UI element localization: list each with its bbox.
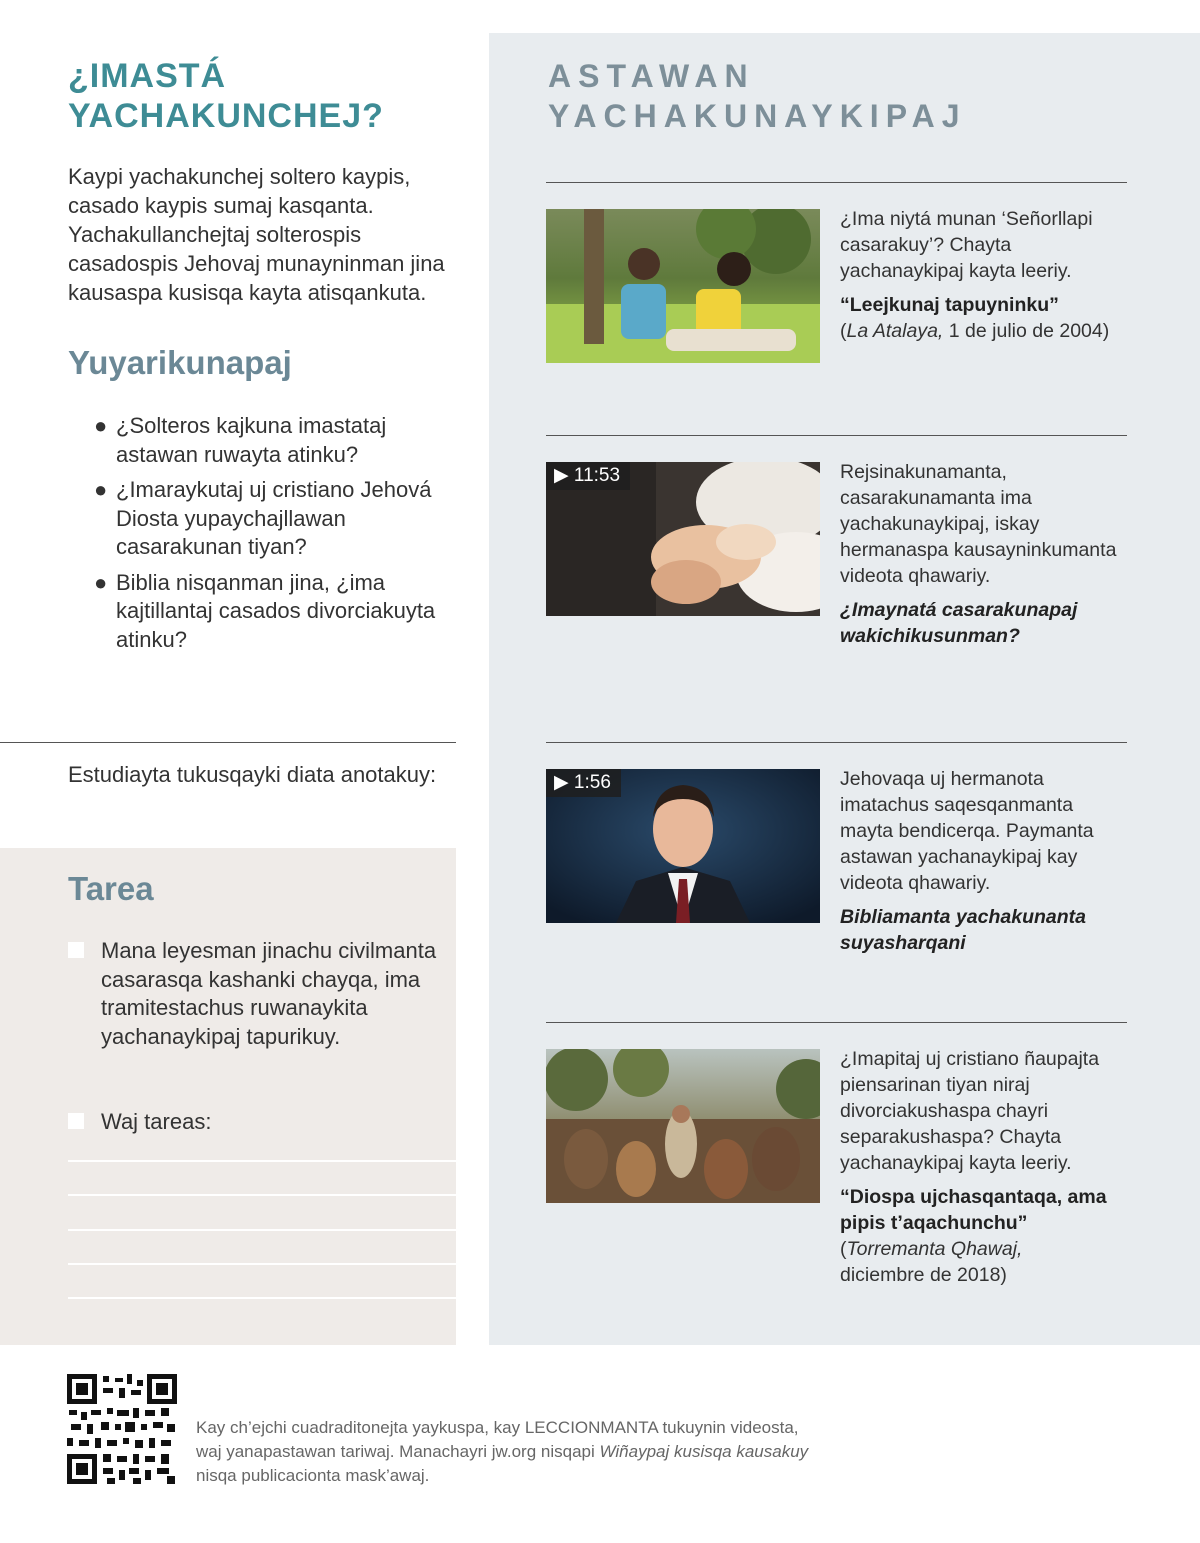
writing-line[interactable]	[68, 1160, 456, 1162]
more-title	[548, 56, 967, 136]
resource-title-link[interactable]: Bibliamanta yachakunanta suyasharqani	[840, 906, 1086, 954]
divider	[0, 742, 456, 743]
man-portrait-video-thumbnail[interactable]	[546, 769, 820, 923]
resource-source-date: 1 de julio de 2004)	[948, 320, 1110, 342]
couple-under-tree-image[interactable]	[546, 209, 820, 363]
footer-text	[196, 1416, 816, 1488]
resource-text	[840, 766, 1130, 956]
task-heading: Tarea	[68, 870, 154, 907]
resource-text	[840, 206, 1130, 344]
video-duration: 1:56	[573, 772, 611, 793]
review-item: ● ¿Solteros kajkuna imastataj astawan ruwayta atinku?	[94, 413, 387, 467]
writing-line[interactable]	[68, 1263, 456, 1265]
play-icon: ▶	[554, 465, 569, 486]
footer-text-part1: Kay ch’ejchi cuadraditonejta yaykuspa, kay LECCIONMANTA tukuynin videosta, waj yanapastawan tariwaj. Manachayri jw.org nisqapi	[196, 1418, 799, 1461]
review-heading: Yuyarikunapaj	[68, 344, 292, 381]
resource-description: Jehovaqa uj hermanota imatachus saqesqanmanta mayta bendicerqa. Paymanta astawan yachanaykipaj kay videota qhawariy.	[840, 768, 1094, 894]
footer-text-part2: nisqa publicacionta mask’awaj.	[196, 1466, 430, 1485]
task-item	[68, 937, 438, 1051]
bullet-icon: ●	[94, 569, 108, 595]
divider	[546, 1022, 1127, 1023]
task-box	[0, 848, 456, 1345]
resource-source-date: diciembre de 2018)	[840, 1264, 1007, 1286]
qr-code-icon[interactable]	[67, 1374, 177, 1484]
task-item	[68, 1108, 438, 1137]
checkbox[interactable]	[68, 942, 84, 958]
footer-publication-title: Wiñaypaj kusisqa kausakuy	[599, 1442, 809, 1461]
resource-description: Rejsinakunamanta, casarakunamanta ima yachakunaykipaj, iskay hermanaspa kausayninkumanta videota qhawariy.	[840, 461, 1117, 587]
writing-line[interactable]	[68, 1229, 456, 1231]
bullet-icon: ●	[94, 413, 108, 438]
writing-line[interactable]	[68, 1194, 456, 1196]
jesus-teaching-crowd-image[interactable]	[546, 1049, 820, 1203]
summary-title	[68, 56, 384, 136]
divider	[546, 182, 1127, 183]
review-list	[94, 412, 464, 661]
more-title-line1: ASTAWAN	[548, 58, 755, 94]
more-title-line2: YACHAKUNAYKIPAJ	[548, 98, 967, 134]
play-icon: ▶	[554, 772, 569, 793]
summary-title-line2: YACHAKUNCHEJ?	[68, 97, 384, 135]
task-item-text: Mana leyesman jinachu civilmanta casarasqa kashanki chayqa, ima tramitestachus ruwanaykita yachanaykipaj tapurikuy.	[101, 938, 437, 1049]
review-item: ● ¿Imaraykutaj uj cristiano Jehová Diosta yupaychajllawan casarakunan tiyan?	[94, 477, 432, 559]
bullet-icon: ●	[94, 477, 108, 502]
video-duration-badge	[546, 769, 621, 797]
resource-source: (La Atalaya, 1 de julio de 2004)	[840, 320, 1110, 342]
resource-title-link[interactable]: “Leejkunaj tapuyninku”	[840, 294, 1059, 316]
divider	[546, 435, 1127, 436]
resource-text	[840, 459, 1130, 649]
review-item: ● Biblia nisqanman jina, ¿ima kajtillantaj casados divorciakuyta atinku?	[94, 569, 436, 652]
resource-text	[840, 1046, 1130, 1288]
resource-title-link[interactable]: “Diospa ujchasqantaqa, ama pipis t’aqachunchu”	[840, 1186, 1107, 1234]
holding-hands-video-thumbnail[interactable]	[546, 462, 820, 616]
video-duration-badge	[546, 462, 630, 490]
task-item-text: Waj tareas:	[101, 1109, 212, 1134]
checkbox[interactable]	[68, 1113, 84, 1129]
divider	[546, 742, 1127, 743]
resource-source: (Torremanta Qhawaj, diciembre de 2018)	[840, 1238, 1023, 1286]
resource-description: ¿Ima niytá munan ‘Señorllapi casarakuy’? Chayta yachanaykipaj kayta leeriy.	[840, 208, 1093, 282]
summary-intro: Kaypi yachakunchej soltero kaypis, casado kaypis sumaj kasqanta. Yachakullanchejtaj solterospis casadospis Jehovaj munayninman jina kausaspa kusisqa kayta atisqankuta.	[68, 164, 445, 305]
resource-source-publication: Torremanta Qhawaj,	[846, 1238, 1023, 1260]
summary-title-line1: ¿IMASTÁ	[68, 57, 227, 95]
resource-title-link[interactable]: ¿Imaynatá casarakunapaj wakichikusunman?	[840, 599, 1078, 647]
resource-description: ¿Imapitaj uj cristiano ñaupajta piensarinan tiyan niraj divorciakushaspa chayri separakushaspa? Chayta yachanaykipaj kayta leeriy.	[840, 1048, 1100, 1174]
resource-source-publication: La Atalaya,	[846, 320, 944, 342]
video-duration: 11:53	[573, 465, 621, 486]
study-date-label: Estudiayta tukusqayki diata anotakuy:	[68, 762, 437, 787]
writing-line[interactable]	[68, 1297, 456, 1299]
